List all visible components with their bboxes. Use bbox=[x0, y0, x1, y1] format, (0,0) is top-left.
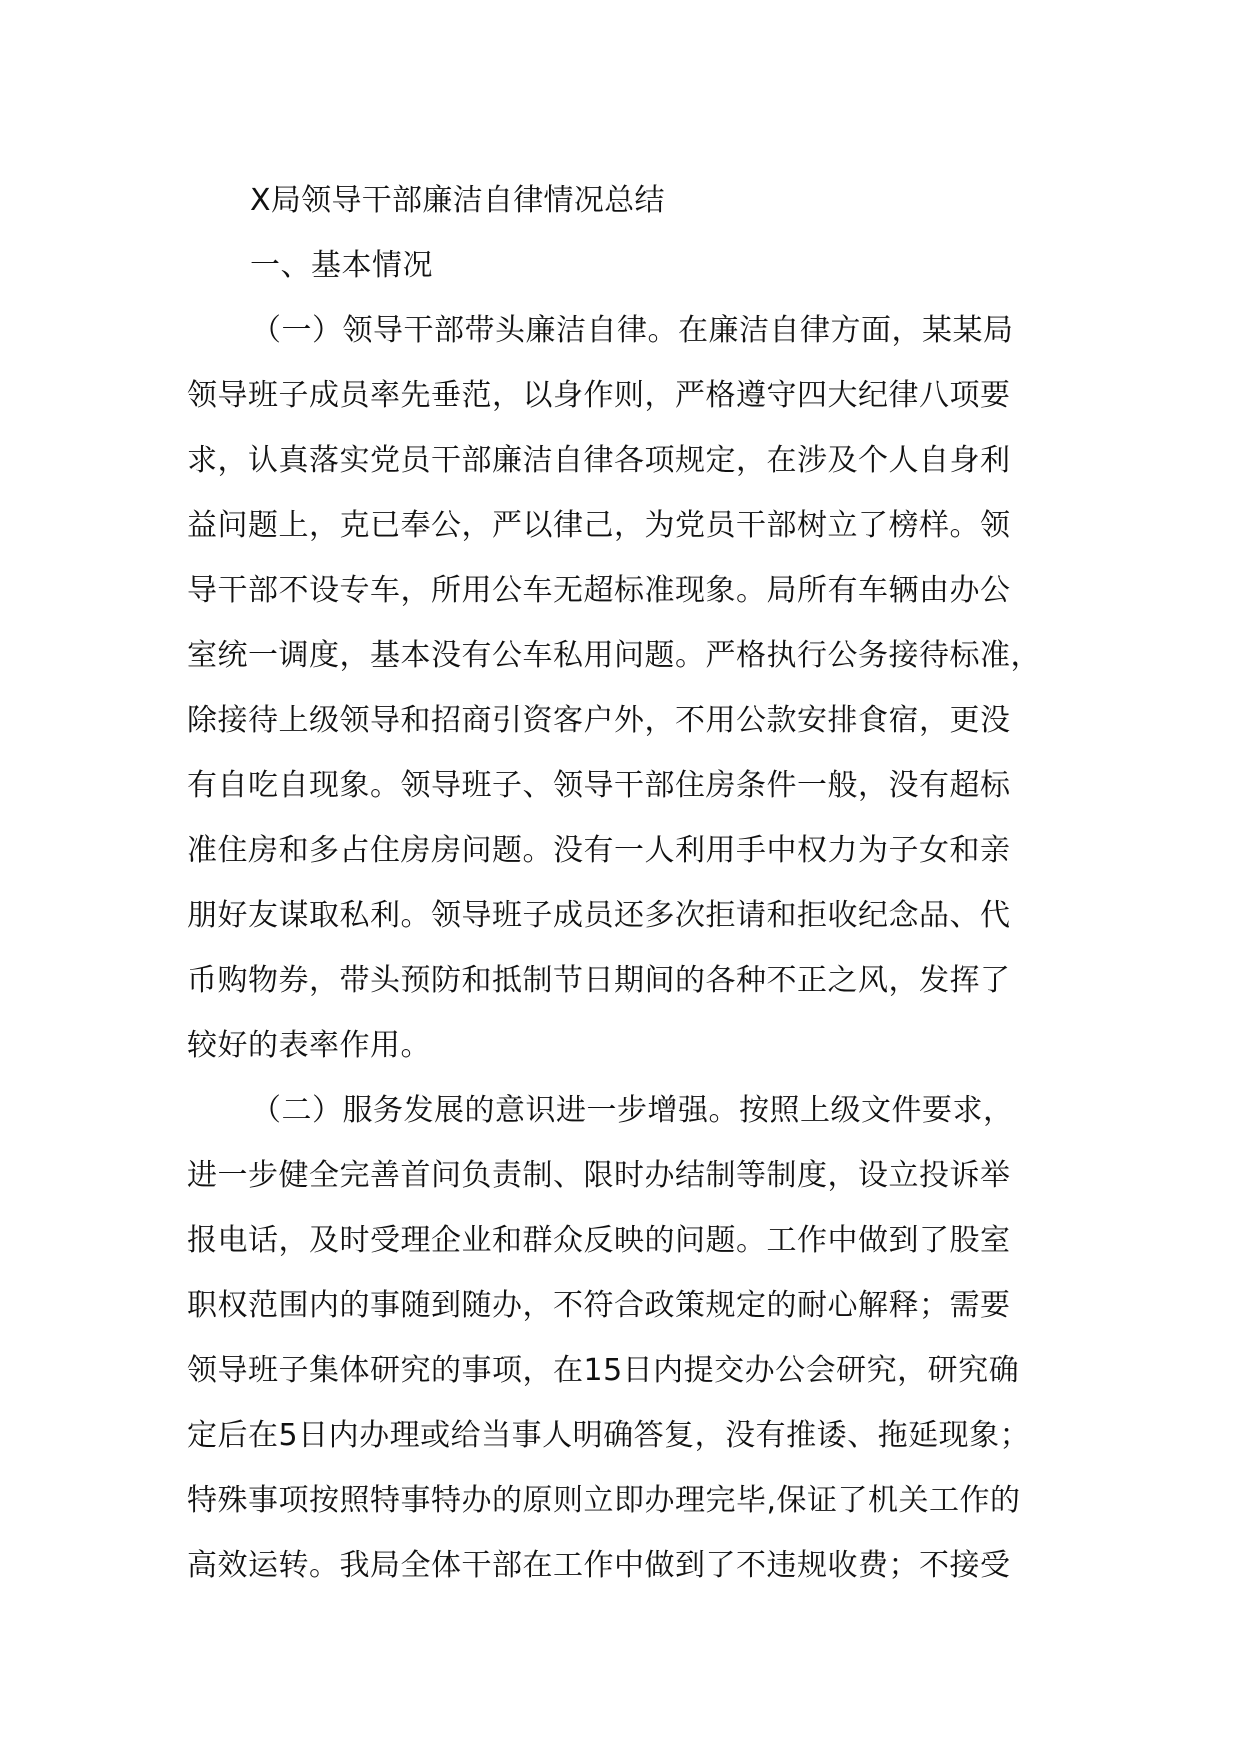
paragraph-line: 室统一调度，基本没有公车私用问题。严格执行公务接待标准， bbox=[187, 638, 1041, 673]
paragraph-line: 进一步健全完善首问负责制、限时办结制等制度，设立投诉举 bbox=[187, 1158, 1011, 1193]
section-heading: 一、基本情况 bbox=[250, 248, 433, 283]
paragraph-line: 除接待上级领导和招商引资客户外，不用公款安排食宿，更没 bbox=[187, 703, 1011, 738]
paragraph-line: 较好的表率作用。 bbox=[187, 1028, 431, 1063]
paragraph-line: 朋好友谋取私利。领导班子成员还多次拒请和拒收纪念品、代 bbox=[187, 898, 1011, 933]
paragraph-line: 益问题上，克已奉公，严以律己，为党员干部树立了榜样。领 bbox=[187, 508, 1011, 543]
paragraph-line: 有自吃自现象。领导班子、领导干部住房条件一般，没有超标 bbox=[187, 768, 1011, 803]
paragraph-line: 币购物券，带头预防和抵制节日期间的各种不正之风，发挥了 bbox=[187, 963, 1011, 998]
paragraph-line: （二）服务发展的意识进一步增强。按照上级文件要求， bbox=[251, 1093, 1014, 1128]
paragraph-line: 导干部不设专车，所用公车无超标准现象。局所有车辆由办公 bbox=[187, 573, 1011, 608]
paragraph-line: 定后在5日内办理或给当事人明确答复，没有推诿、拖延现象； bbox=[187, 1418, 1031, 1453]
paragraph-line: 领导班子集体研究的事项，在15日内提交办公会研究，研究确 bbox=[187, 1353, 1020, 1388]
paragraph-line: 高效运转。我局全体干部在工作中做到了不违规收费；不接受 bbox=[187, 1548, 1011, 1583]
document-title: X局领导干部廉洁自律情况总结 bbox=[250, 183, 665, 218]
paragraph-line: 准住房和多占住房房问题。没有一人利用手中权力为子女和亲 bbox=[187, 833, 1011, 868]
paragraph-2 bbox=[187, 1078, 1087, 1598]
document-body bbox=[187, 168, 1087, 1598]
paragraph-line: （一）领导干部带头廉洁自律。在廉洁自律方面，某某局 bbox=[251, 313, 1014, 348]
paragraph-line: 特殊事项按照特事特办的原则立即办理完毕,保证了机关工作的 bbox=[187, 1483, 1021, 1518]
paragraph-line: 领导班子成员率先垂范，以身作则，严格遵守四大纪律八项要 bbox=[187, 378, 1011, 413]
paragraph-1 bbox=[187, 298, 1087, 1078]
paragraph-line: 求，认真落实党员干部廉洁自律各项规定，在涉及个人自身利 bbox=[187, 443, 1011, 478]
paragraph-line: 职权范围内的事随到随办，不符合政策规定的耐心解释；需要 bbox=[187, 1288, 1011, 1323]
paragraph-line: 报电话，及时受理企业和群众反映的问题。工作中做到了股室 bbox=[187, 1223, 1011, 1258]
